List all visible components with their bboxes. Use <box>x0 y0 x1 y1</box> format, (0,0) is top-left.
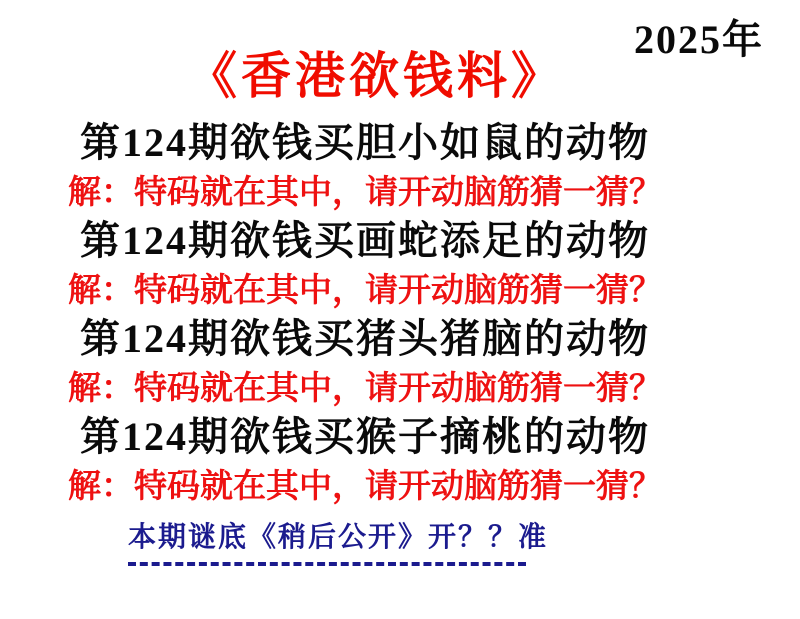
riddle-answer-hint: 解：特码就在其中，请开动脑筋猜一猜？ <box>68 271 662 308</box>
year-label: 2025年 <box>634 17 764 62</box>
riddle-question: 第124期欲钱买胆小如鼠的动物 <box>80 120 650 165</box>
riddle-question: 第124期欲钱买猴子摘桃的动物 <box>80 414 650 459</box>
riddle-list <box>0 118 730 510</box>
riddle-item <box>0 412 730 510</box>
page-title: 《香港欲钱料》 <box>187 48 565 104</box>
footer <box>128 515 548 566</box>
riddle-question: 第124期欲钱买猪头猪脑的动物 <box>80 316 650 361</box>
riddle-question: 第124期欲钱买画蛇添足的动物 <box>80 218 650 263</box>
footer-note: 本期谜底《稍后公开》开？？准 <box>128 522 549 553</box>
riddle-answer-hint: 解：特码就在其中，请开动脑筋猜一猜？ <box>68 173 662 210</box>
riddle-answer-hint: 解：特码就在其中，请开动脑筋猜一猜？ <box>68 467 662 504</box>
riddle-item <box>0 118 730 216</box>
riddle-answer-hint: 解：特码就在其中，请开动脑筋猜一猜？ <box>68 369 662 406</box>
riddle-item <box>0 216 730 314</box>
riddle-item <box>0 314 730 412</box>
dashed-divider-line <box>128 562 526 566</box>
